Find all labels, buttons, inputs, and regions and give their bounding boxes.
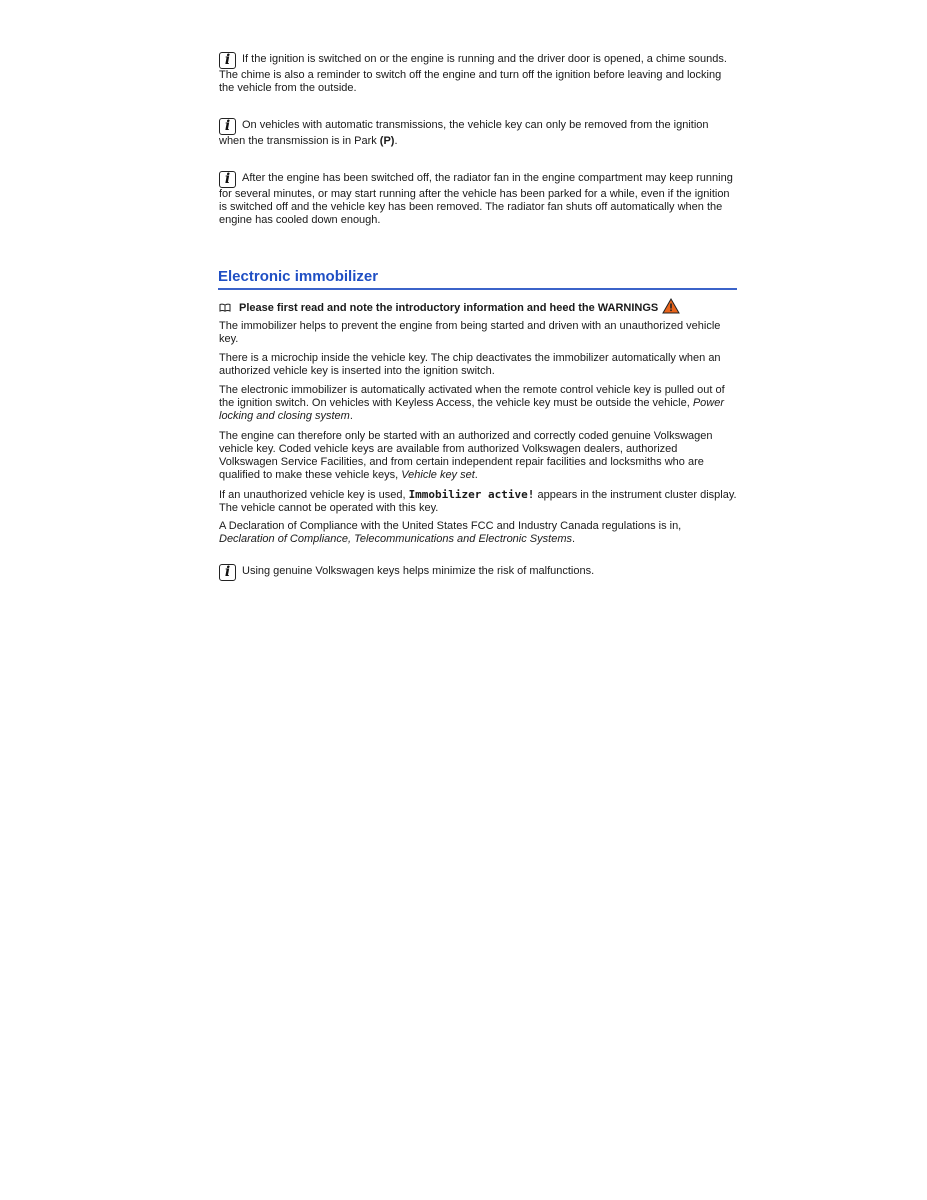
paragraph-end: . xyxy=(571,533,576,545)
paragraph xyxy=(219,488,737,515)
note-text: If the ignition is switched on or the engine is running and the driver door is opened, a chime sounds. The chime is also a reminder to switch off the engine and turn off the ignition before leaving and locking the vehicle from the outside. xyxy=(219,53,727,94)
link-power-locking[interactable]: Power locking and closing system xyxy=(219,397,725,422)
paragraph: The immobilizer helps to prevent the engine from being started and driven with an unauthorized vehicle key. xyxy=(219,320,721,345)
info-note-radiator-fan xyxy=(219,171,737,227)
intro-text: Please first read and note the introductory information and heed the WARNINGS xyxy=(239,302,659,314)
paragraph-text: The engine can therefore only be started with an authorized and correctly coded genuine Volkswagen vehicle key. Coded vehicle keys are available from authorized Volkswagen dealers, authorized Volkswagen Service Facilities, and from certain independent repair facilities and locksmiths who are qualified to make these vehicle keys, xyxy=(219,430,713,481)
park-label: (P) xyxy=(379,135,395,147)
paragraph-text: If an unauthorized vehicle key is used, xyxy=(219,489,409,501)
section-title: Electronic immobilizer xyxy=(218,268,737,290)
info-icon: i xyxy=(219,52,236,69)
paragraph-text-end: appears in the instrument cluster display. The vehicle cannot be operated with this key. xyxy=(219,489,737,514)
paragraph-end: . xyxy=(474,469,478,481)
paragraph xyxy=(219,430,737,482)
info-icon: i xyxy=(219,171,236,188)
info-note-chime xyxy=(219,52,737,95)
paragraph-end: . xyxy=(349,410,353,422)
paragraph xyxy=(219,384,737,423)
note-text: After the engine has been switched off, the radiator fan in the engine compartment may keep running for several minutes, or may start running after the vehicle has been parked for a while, even if the ignition is switched off and the vehicle key has been removed. The radiator fan shuts off automatically when the engine has cooled down enough. xyxy=(219,172,733,226)
paragraph-text: A Declaration of Compliance with the United States FCC and Industry Canada regulations is in, xyxy=(219,520,682,532)
info-icon: i xyxy=(219,118,236,135)
note-text: On vehicles with automatic transmissions, the vehicle key can only be removed from the ignition when the transmission is in Park xyxy=(219,119,709,147)
note-text: Using genuine Volkswagen keys helps minimize the risk of malfunctions. xyxy=(242,565,595,577)
link-vehicle-key-set[interactable]: Vehicle key set xyxy=(401,469,475,481)
info-note-park xyxy=(219,118,737,148)
warning-triangle-icon[interactable] xyxy=(662,298,680,314)
info-note-genuine-keys xyxy=(219,564,737,581)
paragraph: There is a microchip inside the vehicle key. The chip deactivates the immobilizer automatically when an authorized vehicle key is inserted into the ignition switch. xyxy=(219,352,721,377)
book-icon xyxy=(219,303,231,312)
paragraph xyxy=(219,520,737,546)
paragraph-text: The electronic immobilizer is automatically activated when the remote control vehicle key is pulled out of the ignition switch. On vehicles with Keyless Access, the vehicle key must be outside the vehicle, xyxy=(219,384,725,409)
note-text-end: . xyxy=(394,135,398,147)
info-icon: i xyxy=(219,564,236,581)
link-declaration-of-compliance[interactable]: Declaration of Compliance, Telecommunications and Electronic Systems xyxy=(219,533,572,545)
intro-line xyxy=(219,298,737,315)
display-message: Immobilizer active! xyxy=(408,488,535,501)
